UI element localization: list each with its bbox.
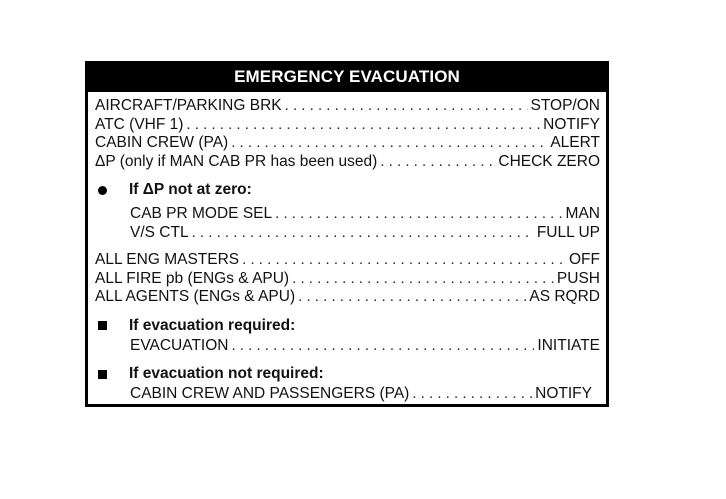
step-value: PUSH xyxy=(556,269,600,287)
step-item: AIRCRAFT/PARKING BRK xyxy=(95,97,282,114)
checklist-row xyxy=(95,337,600,356)
step-value: CHECK ZERO xyxy=(498,152,600,170)
leader-dots xyxy=(242,251,566,270)
step-value: ALERT xyxy=(550,134,600,151)
checklist-row xyxy=(95,251,600,270)
step-item: ALL ENG MASTERS xyxy=(95,251,240,268)
square-bullet-icon xyxy=(98,370,107,379)
leader-dots xyxy=(298,288,526,307)
leader-dots xyxy=(285,97,528,116)
checklist-row xyxy=(95,205,600,224)
checklist-title: EMERGENCY EVACUATION xyxy=(88,64,606,92)
step-value: STOP/ON xyxy=(530,97,600,114)
checklist-row xyxy=(95,116,600,135)
condition-heading xyxy=(95,315,600,337)
condition-label: If ΔP not at zero: xyxy=(129,181,252,198)
leader-dots xyxy=(412,385,532,404)
leader-dots xyxy=(231,134,547,153)
step-value: AS RQRD xyxy=(529,288,600,305)
step-item: CAB PR MODE SEL xyxy=(130,205,273,222)
leader-dots xyxy=(380,153,495,172)
leader-dots xyxy=(192,224,534,243)
condition-label: If evacuation required: xyxy=(129,316,296,334)
step-item: CABIN CREW AND PASSENGERS (PA) xyxy=(130,385,410,402)
condition-heading xyxy=(95,363,600,385)
step-value: NOTIFY xyxy=(543,115,600,133)
checklist-row xyxy=(95,153,600,172)
step-item: EVACUATION xyxy=(130,336,229,354)
step-item: CABIN CREW (PA) xyxy=(95,134,229,151)
checklist-row xyxy=(95,270,600,289)
step-value: INITIATE xyxy=(537,336,600,354)
leader-dots xyxy=(292,270,554,289)
checklist-row xyxy=(95,134,600,153)
square-bullet-icon xyxy=(98,321,107,330)
circle-bullet-icon xyxy=(98,186,107,195)
checklist-row xyxy=(95,224,600,243)
step-value: NOTIFY xyxy=(535,385,592,402)
checklist-row xyxy=(95,288,600,307)
checklist-row xyxy=(95,97,600,116)
checklist-card xyxy=(85,61,609,407)
leader-dots xyxy=(275,205,562,224)
step-value: OFF xyxy=(569,251,600,268)
condition-label: If evacuation not required: xyxy=(129,365,324,382)
step-value: MAN xyxy=(565,205,600,222)
step-item: ΔP (only if MAN CAB PR has been used) xyxy=(95,152,378,170)
step-item: V/S CTL xyxy=(130,223,189,241)
step-item: ATC (VHF 1) xyxy=(95,115,184,133)
step-value: FULL UP xyxy=(536,223,600,241)
leader-dots xyxy=(186,116,540,135)
step-item: ALL AGENTS (ENGs & APU) xyxy=(95,288,296,305)
leader-dots xyxy=(231,337,534,356)
checklist-row xyxy=(95,385,600,404)
condition-heading xyxy=(95,179,600,201)
checklist-body xyxy=(88,92,606,404)
step-item: ALL FIRE pb (ENGs & APU) xyxy=(95,269,290,287)
